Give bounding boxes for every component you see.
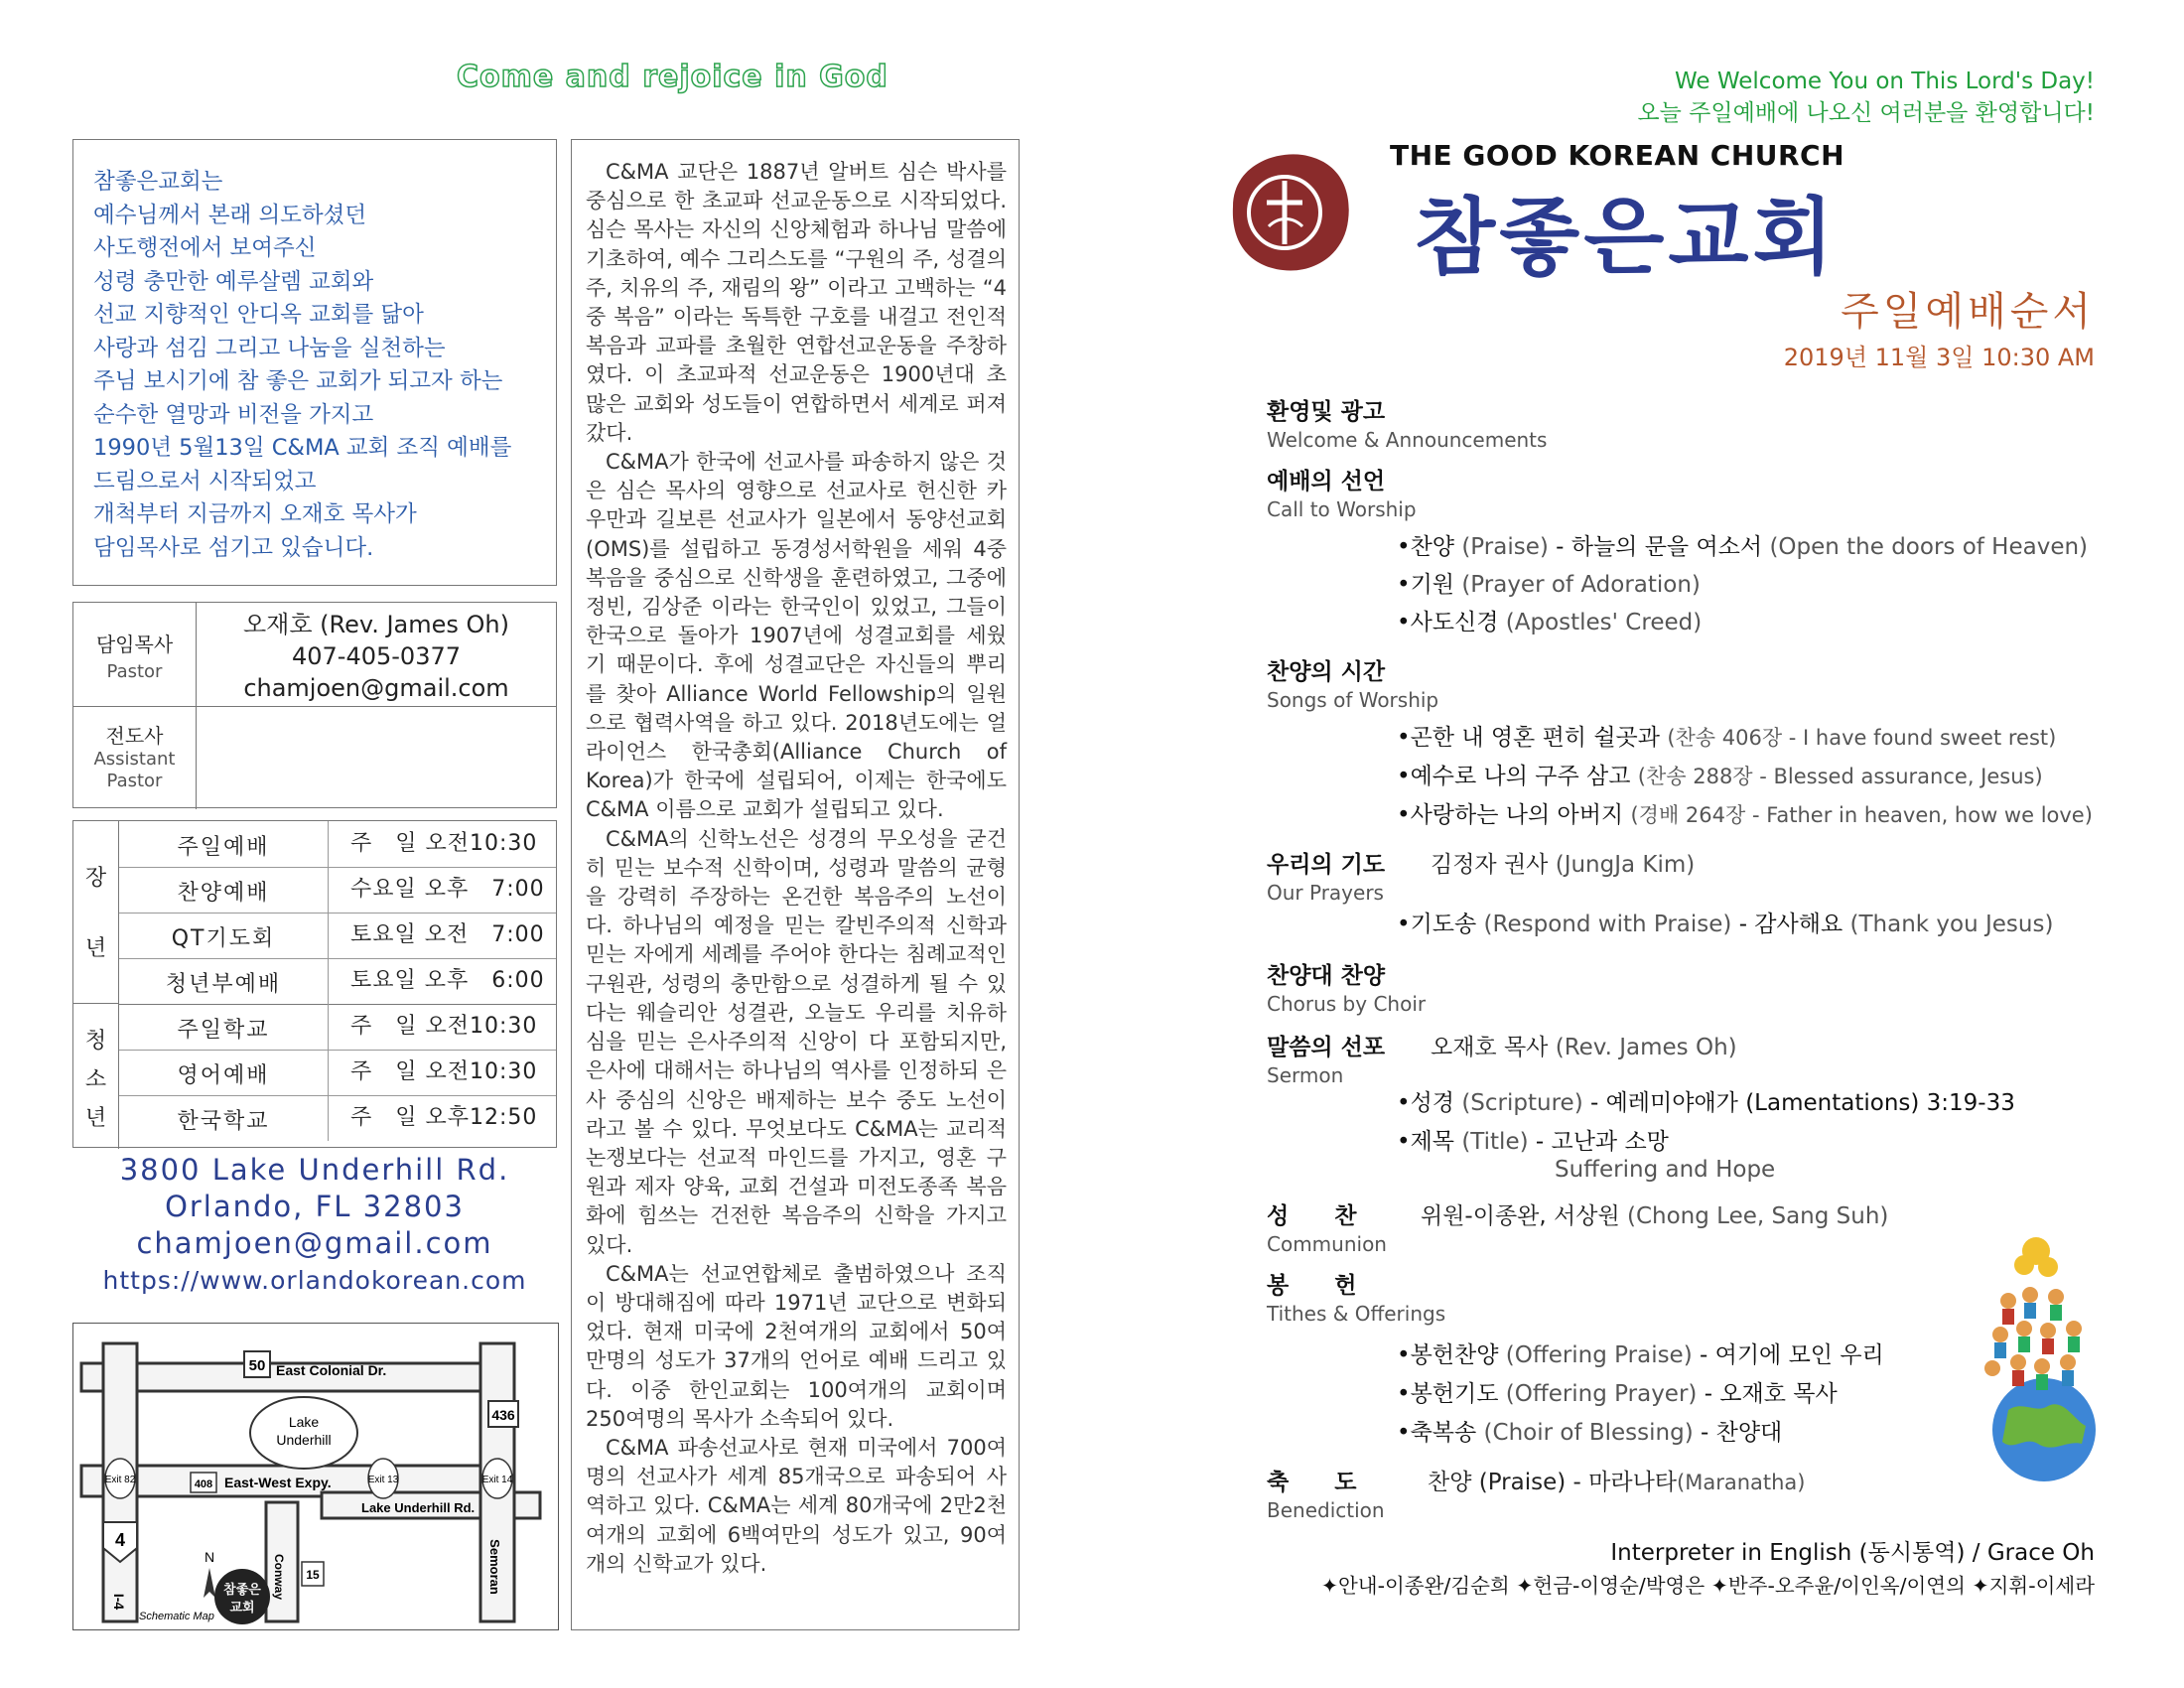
section-title-ko: 성 찬 [1267,1203,1357,1229]
item-en: (Choir of Blessing) [1483,1420,1694,1446]
call-item [1397,566,1701,599]
order-benediction [1267,1464,1806,1522]
service-name: 영어예배 [177,1063,270,1088]
item-rest: - 고난과 소망 [1528,1129,1669,1155]
schedule-row [119,1095,556,1141]
schedule-row [119,821,556,868]
group-char: 소 [84,1067,107,1092]
section-title-en: Sermon [1267,1063,1344,1087]
lakeunderhill-label: Lake Underhill Rd. [361,1500,476,1515]
order-welcome [1267,393,1547,452]
item-rest: - 예레미야애가 (Lamentations) 3:19-33 [1582,1090,2015,1116]
item-rest: - 오재호 목사 [1697,1381,1838,1407]
mission-line: 1990년 5월13일 C&MA 교회 조직 예배를 [93,435,512,461]
service-time: 토요일 오전 7:00 [328,913,556,958]
leader-en: (JungJa Kim) [1555,852,1696,878]
exit13-label: Exit 13 [367,1475,399,1485]
service-time: 토요일 오후 6:00 [328,958,556,1004]
service-time: 주 일 오전10:30 [328,1004,556,1050]
staff-row-pastor [73,603,556,707]
section-title-en: Communion [1267,1232,1387,1256]
welcome-message [1637,66,2095,129]
item-ko: •찬양 [1397,534,1455,560]
prayer-item [1397,906,2053,938]
section-title-ko: 봉 헌 [1267,1273,1357,1299]
item-en: (Scripture) [1461,1090,1583,1116]
schedule-row [119,1004,556,1051]
group-char: 장 [84,866,107,891]
call-item [1397,604,1702,636]
pastor-label-en: Pastor [106,661,163,682]
item-ko: •예수로 나의 구주 삼고 [1397,764,1631,789]
mission-box [72,139,557,586]
interpreter-note: Interpreter in English (동시통역) / Grace Oh [1610,1540,2095,1566]
service-name: 청년부예배 [165,972,282,997]
section-title-ko: 찬양대 찬양 [1267,963,1386,989]
order-sermon [1267,1029,1737,1087]
scripture-item [1397,1084,2015,1117]
item-en: (찬송 288장 - Blessed assurance, Jesus) [1637,765,2043,788]
mission-line: 개척부터 지금까지 오재호 목사가 [93,501,417,527]
history-paragraph: C&MA는 선교연합체로 출범하였으나 조직이 방대해짐에 따라 1971년 교단으로 변화되었다. 현재 미국에 2천여개의 교회에서 50여만명의 성도가 37개의 언어로 예배 드리고 있다. 이중 한인교회는 100여개의 교회이며 250여명의 목사가 소속되어 있다. [586,1261,1007,1431]
section-title-ko: 환영및 광고 [1267,399,1386,425]
call-item [1397,528,2088,561]
communion-servers [1421,1197,1888,1230]
item-rest: - 하늘의 문을 여소서 [1548,534,1770,560]
pastor-name: 오재호 (Rev. James Oh) [242,611,510,638]
mission-line: 예수님께서 본래 의도하셨던 [93,202,367,228]
church-address [72,1152,557,1299]
mission-line: 사랑과 섬김 그리고 나눔을 실천하는 [93,335,446,361]
order-choir [1267,957,1426,1016]
schedule-row [119,867,556,914]
pastor-label-ko: 담임목사 [95,633,174,656]
section-title-en: Welcome & Announcements [1267,428,1548,452]
service-name: 주일학교 [177,1018,270,1043]
schedule-row [119,958,556,1005]
service-time: 주 일 오전10:30 [328,821,556,867]
address-email[interactable]: chamjoen@gmail.com [136,1226,493,1260]
mission-statement [93,166,511,565]
bulletin-title: 주일예배순서 [1841,289,2095,335]
order-songs [1267,653,1438,712]
item-ko: •봉헌기도 [1397,1381,1499,1407]
assistant-label-en-2: Pastor [106,771,163,791]
leader-ko: 김정자 권사 [1431,852,1549,878]
website-link[interactable]: https://www.orlandokorean.com [102,1266,527,1295]
group-char: 년 [84,1106,107,1131]
section-title-en: Songs of Worship [1267,688,1439,712]
service-name: QT기도회 [171,926,276,951]
pastor-info [197,609,556,704]
interstate-4-label: 4 [114,1530,126,1550]
history-paragraph: C&MA의 신학노선은 성경의 무오성을 굳건히 믿는 보수적 신학이며, 성령과 말씀의 균형을 강력히 주장하는 온건한 복음주의 노선이다. 하나님의 예정을 믿는 칼빈주의적 신학과 믿는 자에게 세례를 주어야 한다는 침례교적인 구원관, 성령의 충만함으로 성결하게 될 수 있다는 웨슬리안 성결관, 오늘도 우리를 치유하심을 믿는 은사주의적 신앙이 다 포함되지만, 은사에 대해서는 하나님의 역사를 인정하되 은사 중심의 신앙은 배제하는 보수 중도 노선이라고 볼 수 있다. 무엇보다도 C&MA는 교리적 논쟁보다는 선교적 마인드를 가지고, 영혼 구원과 제자 양육, 교회 건설과 미전도종족 복음화에 힘쓰는 건전한 복음주의 신학을 가지고 있다. [586,826,1007,1257]
colonial-label: East Colonial Dr. [276,1362,387,1378]
item-ko: •사도신경 [1397,610,1499,635]
item-en: (경배 264장 - Father in heaven, how we love) [1630,803,2093,827]
item-ko: •곤한 내 영혼 편히 쉴곳과 [1397,725,1660,751]
route-408-label: 408 [194,1478,213,1490]
order-communion [1267,1197,1889,1256]
section-title-ko: 우리의 기도 [1267,852,1386,878]
service-time: 주 일 오전10:30 [328,1050,556,1095]
section-title-en: Benediction [1267,1498,1385,1522]
schedule-row [119,1050,556,1096]
mission-line: 사도행전에서 보여주신 [93,235,317,261]
exit82-label: Exit 82 [104,1475,136,1485]
motto: Come and rejoice in God [457,60,888,94]
schedule-group-youth [73,1004,119,1149]
welcome-ko: 오늘 주일예배에 나오신 여러분을 환영합니다! [1637,100,2095,126]
item-en: (Praise) [1461,534,1549,560]
section-title-en: Our Prayers [1267,881,1384,905]
history-paragraph: C&MA 파송선교사로 현재 미국에서 700여명의 선교사가 세계 85개국으로 파송되어 사역하고 있다. C&MA는 세계 80개국에 2만2천여개의 교회에 6백여만의 성도가 있고, 90여개의 신학교가 있다. [586,1435,1007,1576]
item-en: (찬송 406장 - I have found sweet rest) [1667,726,2057,750]
benediction-song [1428,1464,1806,1496]
assistant-label-en [73,749,196,792]
section-title-ko: 축 도 [1267,1470,1357,1495]
item-ko: •봉헌찬양 [1397,1342,1499,1368]
item-ko: •제목 [1397,1129,1455,1155]
church-marker-1: 참좋은 [223,1583,261,1598]
cma-history-text [586,158,1007,1579]
service-time: 주 일 오후12:50 [328,1095,556,1141]
lake-label-1: Lake [288,1414,320,1430]
title-item [1397,1123,1669,1156]
exit14-label: Exit 14 [481,1475,513,1485]
cma-history-column [571,139,1020,1630]
schematic-map [72,1323,559,1630]
song-en: (Maranatha) [1677,1471,1806,1494]
staff-label-assistant [73,706,197,809]
address-city: Orlando, FL 32803 [165,1190,465,1223]
i4-label: I-4 [111,1593,127,1611]
welcome-en: We Welcome You on This Lord's Day! [1675,69,2095,94]
preacher-en: (Rev. James Oh) [1555,1035,1737,1060]
lake-label-2: Underhill [276,1432,332,1448]
route-436-label: 436 [491,1407,515,1423]
service-name: 주일예배 [177,835,270,860]
history-paragraph: C&MA 교단은 1887년 알버트 심슨 박사를 중심으로 한 초교파 선교운동으로 시작되었다. 심슨 목사는 자신의 신앙체험과 하나님 말씀에 기초하여, 예수 그리스도를 “구원의 주, 성결의 주, 치유의 주, 재림의 왕” 이라고 고백하는 “4중 복음” 이라는 독특한 구호를 내걸고 전인적 복음과 교파를 초월한 연합선교운동을 주창하였다. 이 초교파적 선교운동은 1900년대 초 많은 교회와 성도들이 연합하면서 세계로 퍼져 갔다. [586,160,1007,445]
order-prayers [1267,846,1696,905]
servers-en: (Chong Lee, Sang Suh) [1626,1203,1889,1229]
pastor-phone: 407-405-0377 [291,642,461,670]
staff-label-pastor [73,603,197,706]
item-ko: •축복송 [1397,1420,1477,1446]
servers-ko: 위원-이종완, 서상원 [1421,1203,1620,1229]
item-rest: - 여기에 모인 우리 [1692,1342,1884,1368]
item-ko: •기원 [1397,572,1455,598]
service-time: 수요일 오후 7:00 [328,867,556,913]
volunteer-roles: ✦안내-이종완/김순희 ✦헌금-이영순/박영은 ✦반주-오주윤/이인옥/이연의 ✦지휘-이세라 [1320,1574,2095,1598]
song-item [1397,796,2093,829]
pastor-email[interactable]: chamjoen@gmail.com [243,674,509,702]
order-offering [1267,1267,1445,1326]
conway-label: Conway [272,1553,286,1601]
sermon-title-en: Suffering and Hope [1555,1157,1776,1183]
schematic-label: Schematic Map [139,1611,214,1622]
service-name: 한국학교 [177,1109,270,1134]
item-ko: •기도송 [1397,912,1477,937]
children-globe-illustration [1979,1231,2098,1485]
song-item [1397,719,2056,752]
route-15-label: 15 [306,1568,320,1582]
assistant-label-ko: 전도사 [105,724,164,748]
section-title-ko: 예배의 선언 [1267,469,1386,494]
mission-line: 드림으로서 시작되었고 [93,468,317,494]
group-char: 년 [84,936,107,961]
schedule-table [72,820,557,1148]
item-en: (Offering Praise) [1505,1342,1693,1368]
item-rest: - 찬양대 [1693,1420,1783,1446]
item-rest: - 감사해요 [1731,912,1850,937]
assistant-label-en-1: Assistant [93,749,176,770]
church-logo-icon [1223,147,1354,278]
address-street: 3800 Lake Underhill Rd. [119,1153,510,1187]
mission-line: 성령 충만한 예루살렘 교회와 [93,268,374,295]
church-marker-2: 교회 [229,1601,255,1616]
offering-item [1397,1414,1782,1447]
section-title-ko: 찬양의 시간 [1267,659,1386,685]
item-ko: •사랑하는 나의 아버지 [1397,802,1624,828]
section-title-en: Tithes & Offerings [1267,1302,1446,1326]
north-label: N [204,1549,215,1565]
offering-item [1397,1336,1884,1369]
offering-item [1397,1375,1838,1408]
route-50-label: 50 [248,1357,266,1374]
section-title-en: Chorus by Choir [1267,992,1427,1016]
history-paragraph: C&MA가 한국에 선교사를 파송하지 않은 것은 심슨 목사의 영향으로 선교사로 헌신한 카우만과 길보른 선교사가 일본에서 동양선교회(OMS)를 설립하고 동경성서학원을 세워 4중복음을 중심으로 신학생을 훈련하였고, 그중에 정빈, 김상준 이라는 한국인이 있었고, 그들이 한국으로 돌아가 1907년에 성결교회를 세웠기 때문이다. 후에 성결교단은 자신들의 뿌리를 찾아 Alliance World Fellowship의 일원으로 협력사역을 하고 있다. 2018년도에는 얼라이언스 한국총회(Alliance Church of Korea)가 한국에 설립되어, 이제는 한국에도 C&MA 이름으로 교회가 설립되고 있다. [586,450,1007,822]
mission-line: 선교 지향적인 안디옥 교회를 닮아 [93,302,424,328]
prayer-leader [1431,846,1695,879]
item-ko: •성경 [1397,1090,1455,1116]
section-title-ko: 말씀의 선포 [1267,1035,1386,1060]
item-en: (Respond with Praise) [1483,912,1732,937]
section-title-en: Call to Worship [1267,497,1417,521]
item-en2: (Thank you Jesus) [1849,912,2054,937]
item-en: (Offering Prayer) [1505,1381,1698,1407]
item-en: (Apostles' Creed) [1505,610,1703,635]
staff-row-assistant [73,706,556,809]
song-item [1397,758,2043,790]
schedule-row [119,913,556,959]
preacher-ko: 오재호 목사 [1431,1035,1549,1060]
order-call-to-worship [1267,463,1417,521]
service-name: 찬양예배 [177,881,270,906]
mission-line: 주님 보시기에 참 좋은 교회가 되고자 하는 [93,368,503,394]
mission-line: 순수한 열망과 비전을 가지고 [93,401,374,428]
item-en2: (Open the doors of Heaven) [1769,534,2089,560]
item-en: (Prayer of Adoration) [1461,572,1701,598]
church-name-ko: 참좋은교회 [1415,189,1838,286]
song-ko: 찬양 (Praise) - 마라나타 [1428,1470,1678,1495]
item-en: (Title) [1461,1129,1529,1155]
group-char: 청 [84,1029,107,1054]
mission-line: 담임목사로 섬기고 있습니다. [93,534,374,561]
schedule-group-adult [73,821,119,1004]
mission-line: 참좋은교회는 [93,169,223,195]
eastwest-label: East-West Expy. [224,1475,332,1490]
church-name-en: THE GOOD KOREAN CHURCH [1390,139,1845,172]
bulletin-date: 2019년 11월 3일 10:30 AM [1783,344,2095,371]
semoran-label: Semoran [487,1539,502,1595]
sermon-preacher [1431,1029,1737,1061]
staff-table [72,602,557,808]
